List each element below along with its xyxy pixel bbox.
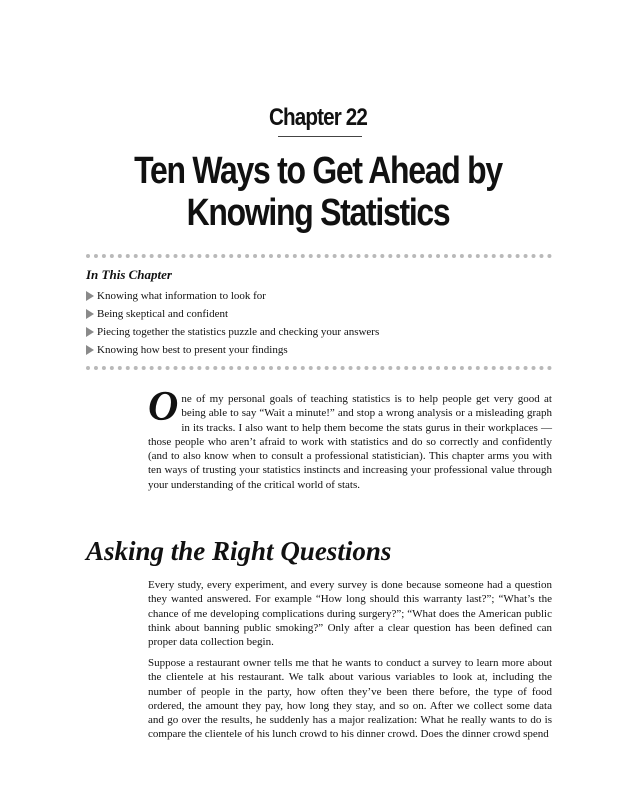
chapter-label: Chapter 22 [268, 104, 368, 131]
section-heading: Asking the Right Questions [86, 536, 392, 566]
triangle-bullet-icon [86, 327, 94, 337]
list-item-text: Piecing together the statistics puzzle and checking your answers [97, 326, 380, 338]
drop-cap: O [148, 384, 179, 430]
list-item [86, 305, 379, 323]
list-item [86, 323, 379, 341]
chapter-topics-list [86, 287, 379, 359]
triangle-bullet-icon [86, 345, 94, 355]
chapter-title [0, 150, 636, 234]
list-item-text: Being skeptical and confident [97, 308, 229, 320]
list-item [86, 287, 379, 305]
list-item-text: Knowing how best to present your findings [97, 344, 288, 356]
list-item [86, 341, 379, 359]
body-paragraph-2: Suppose a restaurant owner tells me that he wants to conduct a survey to learn more about the clientele at his restaurant. We talk about various variables to look at, including the number of people in the party, how often they’ve been there before, the type of food ordered, the amount they pay, how long they stay, and so on. After we collect some data and go over the results, he suddenly has a major realization: What he really wants to do is compare the clientele of his lunch crowd to his dinner crowd. Does the dinner crowd spend [148, 657, 552, 741]
chapter-rule [278, 136, 362, 137]
in-this-chapter-heading: In This Chapter [86, 267, 172, 282]
dotted-divider-bottom [86, 366, 552, 370]
list-item-text: Knowing what information to look for [97, 290, 266, 302]
triangle-bullet-icon [86, 309, 94, 319]
triangle-bullet-icon [86, 291, 94, 301]
chapter-title-line-1: Ten Ways to Get Ahead by [134, 150, 502, 192]
intro-paragraph [148, 384, 552, 492]
chapter-title-line-2: Knowing Statistics [186, 192, 450, 234]
body-paragraph-1: Every study, every experiment, and every survey is done because someone had a question they wanted answered. For example “How long should this warranty last?”; “What’s the chance of me developing complications during surgery?”; “What does the American public think about banning public smoking?” Only after a clear question has been defined can proper data collection begin. [148, 579, 552, 649]
dotted-divider-top [86, 254, 552, 258]
intro-text: ne of my personal goals of teaching statistics is to help people get very good at being able to say “Wait a minute!” and stop a wrong analysis or a misleading graph in its tracks. I also want to help them become the stats gurus in their workplaces — those people who aren’t afraid to work with statistics and do so correctly and confidently (and to also know when to consult a professional statistician). This chapter arms you with ten ways of trusting your statistics instincts and increasing your professional value through your understanding of the critical world of stats. [148, 393, 552, 491]
